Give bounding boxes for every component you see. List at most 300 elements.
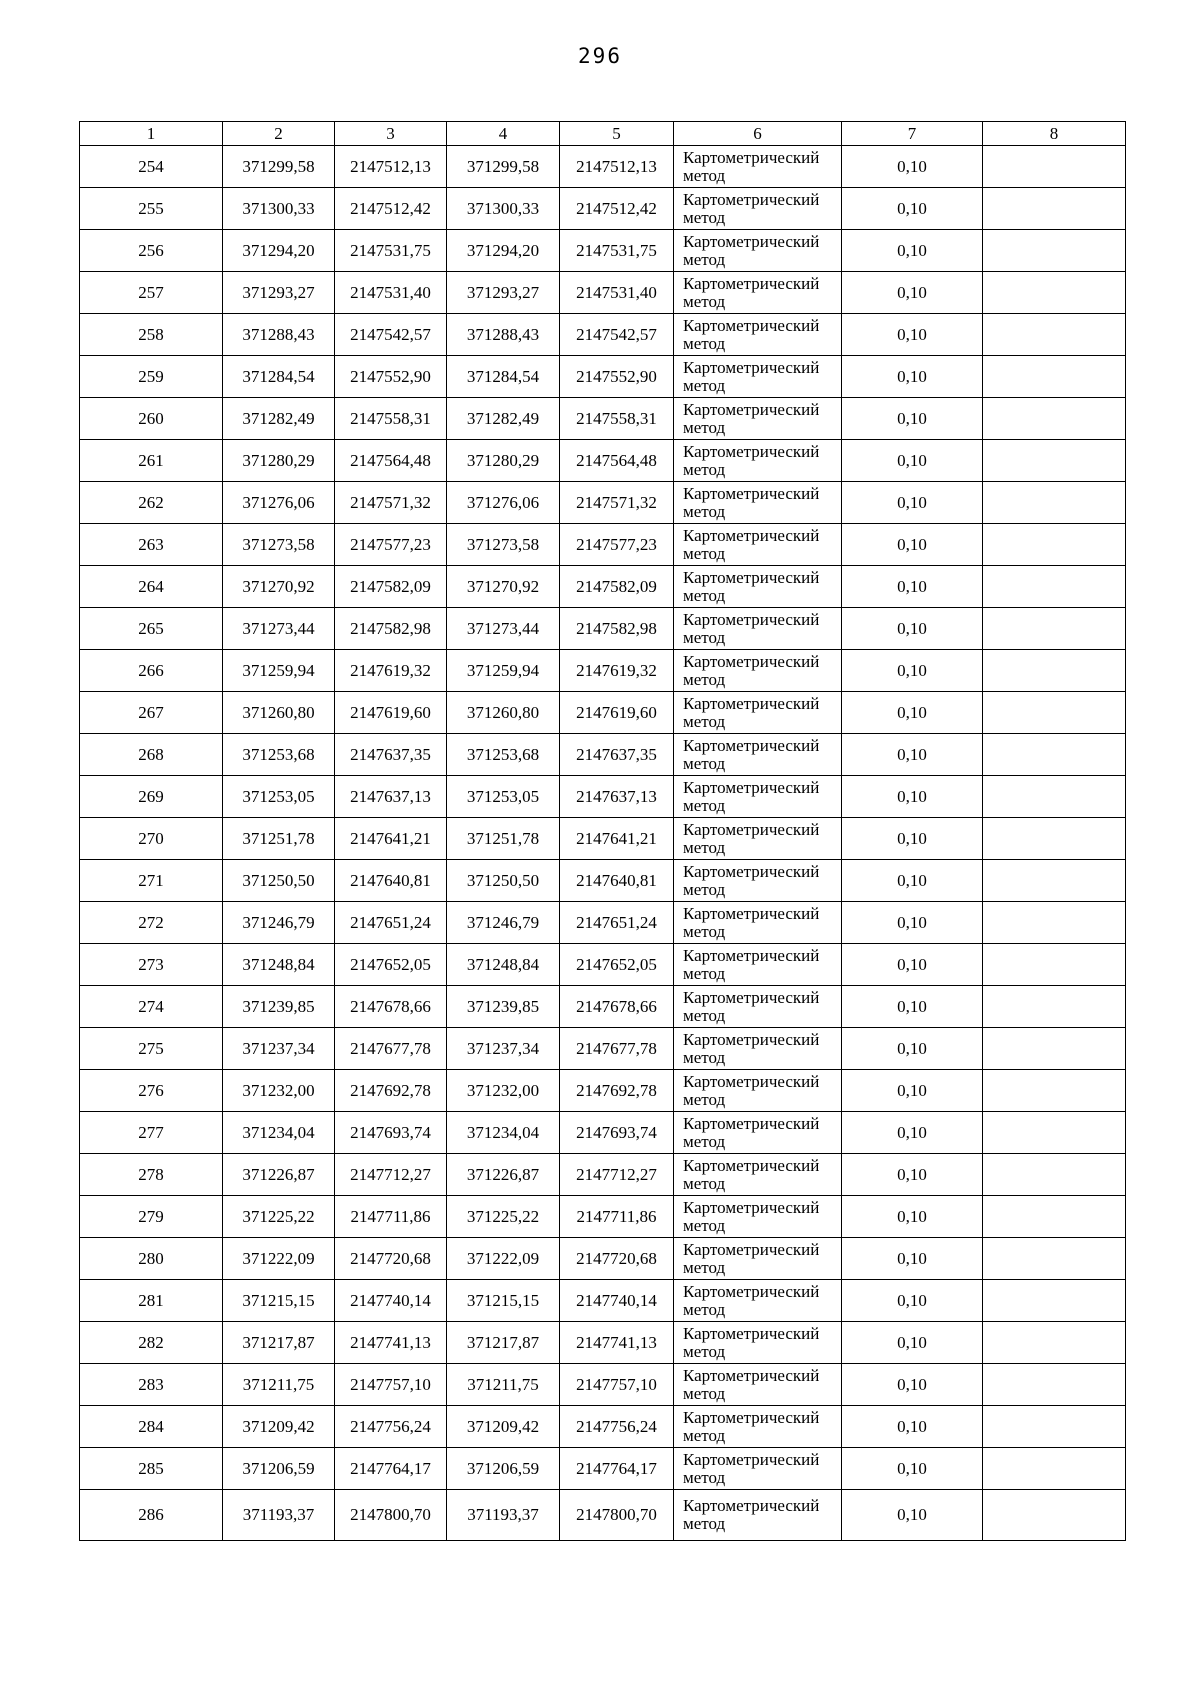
method-line-2: метод — [683, 1089, 726, 1109]
accuracy-cell: 0,10 — [842, 1490, 983, 1541]
table-row — [80, 650, 1126, 692]
method-cell — [674, 986, 842, 1028]
method-line-2: метод — [683, 1467, 726, 1487]
note-cell — [983, 1448, 1126, 1490]
accuracy-cell: 0,10 — [842, 902, 983, 944]
accuracy-cell: 0,10 — [842, 188, 983, 230]
y-coordinate-cell: 2147677,78 — [335, 1028, 447, 1070]
note-cell — [983, 860, 1126, 902]
method-cell — [674, 1028, 842, 1070]
method-line-1: Картометрический — [683, 1155, 820, 1175]
y-coordinate-new-cell: 2147764,17 — [560, 1448, 674, 1490]
point-number-cell: 270 — [80, 818, 223, 860]
note-cell — [983, 398, 1126, 440]
y-coordinate-cell: 2147582,98 — [335, 608, 447, 650]
column-header-3: 3 — [335, 122, 447, 146]
method-line-1: Картометрический — [683, 987, 820, 1007]
method-line-1: Картометрический — [683, 1407, 820, 1427]
point-number-cell: 280 — [80, 1238, 223, 1280]
x-coordinate-cell: 371237,34 — [223, 1028, 335, 1070]
y-coordinate-cell: 2147552,90 — [335, 356, 447, 398]
x-coordinate-new-cell: 371251,78 — [447, 818, 560, 860]
table-row — [80, 1406, 1126, 1448]
table-row — [80, 1280, 1126, 1322]
method-cell — [674, 902, 842, 944]
point-number-cell: 255 — [80, 188, 223, 230]
column-header-6: 6 — [674, 122, 842, 146]
y-coordinate-new-cell: 2147512,13 — [560, 146, 674, 188]
point-number-cell: 273 — [80, 944, 223, 986]
method-line-1: Картометрический — [683, 735, 820, 755]
method-line-2: метод — [683, 627, 726, 647]
x-coordinate-cell: 371206,59 — [223, 1448, 335, 1490]
y-coordinate-cell: 2147637,35 — [335, 734, 447, 776]
y-coordinate-new-cell: 2147637,13 — [560, 776, 674, 818]
method-cell — [674, 818, 842, 860]
method-cell — [674, 1280, 842, 1322]
method-line-2: метод — [683, 459, 726, 479]
x-coordinate-cell: 371284,54 — [223, 356, 335, 398]
note-cell — [983, 146, 1126, 188]
method-line-1: Картометрический — [683, 1197, 820, 1217]
x-coordinate-cell: 371193,37 — [223, 1490, 335, 1541]
point-number-cell: 285 — [80, 1448, 223, 1490]
method-line-2: метод — [683, 795, 726, 815]
x-coordinate-cell: 371280,29 — [223, 440, 335, 482]
x-coordinate-cell: 371250,50 — [223, 860, 335, 902]
point-number-cell: 257 — [80, 272, 223, 314]
accuracy-cell: 0,10 — [842, 818, 983, 860]
method-line-1: Картометрический — [683, 231, 820, 251]
table-row — [80, 1112, 1126, 1154]
method-line-1: Картометрический — [683, 1071, 820, 1091]
note-cell — [983, 692, 1126, 734]
table-row — [80, 524, 1126, 566]
y-coordinate-cell: 2147542,57 — [335, 314, 447, 356]
y-coordinate-cell: 2147800,70 — [335, 1490, 447, 1541]
accuracy-cell: 0,10 — [842, 146, 983, 188]
x-coordinate-new-cell: 371225,22 — [447, 1196, 560, 1238]
method-line-2: метод — [683, 1047, 726, 1067]
note-cell — [983, 818, 1126, 860]
method-line-1: Картометрический — [683, 189, 820, 209]
method-line-2: метод — [683, 249, 726, 269]
method-line-1: Картометрический — [683, 1029, 820, 1049]
y-coordinate-cell: 2147619,32 — [335, 650, 447, 692]
accuracy-cell: 0,10 — [842, 608, 983, 650]
x-coordinate-cell: 371217,87 — [223, 1322, 335, 1364]
accuracy-cell: 0,10 — [842, 1364, 983, 1406]
point-number-cell: 275 — [80, 1028, 223, 1070]
method-cell — [674, 1238, 842, 1280]
x-coordinate-cell: 371222,09 — [223, 1238, 335, 1280]
method-line-1: Картометрический — [683, 315, 820, 335]
table-row — [80, 1490, 1126, 1541]
table-header — [80, 122, 1126, 146]
note-cell — [983, 1028, 1126, 1070]
y-coordinate-new-cell: 2147582,98 — [560, 608, 674, 650]
x-coordinate-new-cell: 371211,75 — [447, 1364, 560, 1406]
y-coordinate-cell: 2147741,13 — [335, 1322, 447, 1364]
table-row — [80, 986, 1126, 1028]
accuracy-cell: 0,10 — [842, 440, 983, 482]
method-line-2: метод — [683, 837, 726, 857]
y-coordinate-cell: 2147757,10 — [335, 1364, 447, 1406]
method-cell — [674, 1406, 842, 1448]
y-coordinate-new-cell: 2147571,32 — [560, 482, 674, 524]
table-row — [80, 188, 1126, 230]
point-number-cell: 269 — [80, 776, 223, 818]
method-cell — [674, 860, 842, 902]
method-cell — [674, 944, 842, 986]
method-cell — [674, 1154, 842, 1196]
x-coordinate-new-cell: 371232,00 — [447, 1070, 560, 1112]
x-coordinate-new-cell: 371259,94 — [447, 650, 560, 692]
x-coordinate-cell: 371251,78 — [223, 818, 335, 860]
method-cell — [674, 692, 842, 734]
method-line-2: метод — [683, 543, 726, 563]
table-row — [80, 1448, 1126, 1490]
y-coordinate-new-cell: 2147558,31 — [560, 398, 674, 440]
x-coordinate-cell: 371211,75 — [223, 1364, 335, 1406]
note-cell — [983, 776, 1126, 818]
point-number-cell: 284 — [80, 1406, 223, 1448]
x-coordinate-cell: 371215,15 — [223, 1280, 335, 1322]
method-cell — [674, 272, 842, 314]
accuracy-cell: 0,10 — [842, 1112, 983, 1154]
y-coordinate-cell: 2147678,66 — [335, 986, 447, 1028]
column-header-5: 5 — [560, 122, 674, 146]
x-coordinate-new-cell: 371299,58 — [447, 146, 560, 188]
accuracy-cell: 0,10 — [842, 1280, 983, 1322]
point-number-cell: 286 — [80, 1490, 223, 1541]
method-cell — [674, 230, 842, 272]
x-coordinate-cell: 371253,68 — [223, 734, 335, 776]
method-cell — [674, 1196, 842, 1238]
method-cell — [674, 1448, 842, 1490]
x-coordinate-cell: 371239,85 — [223, 986, 335, 1028]
method-line-1: Картометрический — [683, 1365, 820, 1385]
method-cell — [674, 776, 842, 818]
y-coordinate-new-cell: 2147741,13 — [560, 1322, 674, 1364]
x-coordinate-new-cell: 371276,06 — [447, 482, 560, 524]
table-row — [80, 398, 1126, 440]
accuracy-cell: 0,10 — [842, 1196, 983, 1238]
method-cell — [674, 1112, 842, 1154]
x-coordinate-cell: 371299,58 — [223, 146, 335, 188]
method-line-1: Картометрический — [683, 357, 820, 377]
x-coordinate-new-cell: 371253,68 — [447, 734, 560, 776]
x-coordinate-cell: 371276,06 — [223, 482, 335, 524]
table-body — [80, 146, 1126, 1541]
y-coordinate-new-cell: 2147720,68 — [560, 1238, 674, 1280]
y-coordinate-new-cell: 2147800,70 — [560, 1490, 674, 1541]
table-row — [80, 1364, 1126, 1406]
method-cell — [674, 146, 842, 188]
y-coordinate-cell: 2147712,27 — [335, 1154, 447, 1196]
y-coordinate-cell: 2147582,09 — [335, 566, 447, 608]
accuracy-cell: 0,10 — [842, 1238, 983, 1280]
method-line-2: метод — [683, 333, 726, 353]
y-coordinate-cell: 2147531,75 — [335, 230, 447, 272]
column-header-8: 8 — [983, 122, 1126, 146]
point-number-cell: 265 — [80, 608, 223, 650]
column-header-1: 1 — [80, 122, 223, 146]
y-coordinate-cell: 2147571,32 — [335, 482, 447, 524]
point-number-cell: 268 — [80, 734, 223, 776]
accuracy-cell: 0,10 — [842, 272, 983, 314]
method-line-1: Картометрический — [683, 693, 820, 713]
table-row — [80, 146, 1126, 188]
x-coordinate-new-cell: 371253,05 — [447, 776, 560, 818]
method-line-1: Картометрический — [683, 147, 820, 167]
x-coordinate-new-cell: 371260,80 — [447, 692, 560, 734]
point-number-cell: 279 — [80, 1196, 223, 1238]
accuracy-cell: 0,10 — [842, 650, 983, 692]
method-line-1: Картометрический — [683, 1113, 820, 1133]
y-coordinate-cell: 2147512,42 — [335, 188, 447, 230]
table-row — [80, 314, 1126, 356]
header-row — [80, 122, 1126, 146]
x-coordinate-new-cell: 371270,92 — [447, 566, 560, 608]
x-coordinate-cell: 371248,84 — [223, 944, 335, 986]
point-number-cell: 254 — [80, 146, 223, 188]
method-line-2: метод — [683, 1173, 726, 1193]
method-line-2: метод — [683, 291, 726, 311]
table-row — [80, 1028, 1126, 1070]
method-line-1: Картометрический — [683, 903, 820, 923]
note-cell — [983, 1364, 1126, 1406]
y-coordinate-cell: 2147564,48 — [335, 440, 447, 482]
note-cell — [983, 1280, 1126, 1322]
point-number-cell: 278 — [80, 1154, 223, 1196]
method-line-2: метод — [683, 1425, 726, 1445]
x-coordinate-new-cell: 371273,58 — [447, 524, 560, 566]
method-line-2: метод — [683, 207, 726, 227]
x-coordinate-new-cell: 371294,20 — [447, 230, 560, 272]
method-cell — [674, 188, 842, 230]
method-cell — [674, 524, 842, 566]
method-line-2: метод — [683, 1131, 726, 1151]
method-line-1: Картометрический — [683, 399, 820, 419]
table-row — [80, 818, 1126, 860]
x-coordinate-new-cell: 371293,27 — [447, 272, 560, 314]
x-coordinate-cell: 371234,04 — [223, 1112, 335, 1154]
method-line-1: Картометрический — [683, 1323, 820, 1343]
y-coordinate-new-cell: 2147582,09 — [560, 566, 674, 608]
table-row — [80, 944, 1126, 986]
x-coordinate-cell: 371300,33 — [223, 188, 335, 230]
method-line-1: Картометрический — [683, 945, 820, 965]
table-row — [80, 692, 1126, 734]
table-row — [80, 902, 1126, 944]
method-line-2: метод — [683, 963, 726, 983]
point-number-cell: 266 — [80, 650, 223, 692]
note-cell — [983, 482, 1126, 524]
note-cell — [983, 1196, 1126, 1238]
accuracy-cell: 0,10 — [842, 314, 983, 356]
x-coordinate-cell: 371293,27 — [223, 272, 335, 314]
table-row — [80, 1070, 1126, 1112]
method-line-1: Картометрический — [683, 819, 820, 839]
x-coordinate-new-cell: 371282,49 — [447, 398, 560, 440]
method-line-2: метод — [683, 1257, 726, 1277]
method-line-2: метод — [683, 1005, 726, 1025]
point-number-cell: 267 — [80, 692, 223, 734]
accuracy-cell: 0,10 — [842, 1070, 983, 1112]
x-coordinate-new-cell: 371237,34 — [447, 1028, 560, 1070]
x-coordinate-new-cell: 371273,44 — [447, 608, 560, 650]
point-number-cell: 256 — [80, 230, 223, 272]
x-coordinate-new-cell: 371248,84 — [447, 944, 560, 986]
x-coordinate-cell: 371232,00 — [223, 1070, 335, 1112]
note-cell — [983, 1406, 1126, 1448]
y-coordinate-new-cell: 2147640,81 — [560, 860, 674, 902]
y-coordinate-new-cell: 2147564,48 — [560, 440, 674, 482]
table-row — [80, 356, 1126, 398]
y-coordinate-new-cell: 2147542,57 — [560, 314, 674, 356]
method-line-1: Картометрический — [683, 525, 820, 545]
method-cell — [674, 356, 842, 398]
y-coordinate-cell: 2147692,78 — [335, 1070, 447, 1112]
x-coordinate-cell: 371225,22 — [223, 1196, 335, 1238]
x-coordinate-new-cell: 371226,87 — [447, 1154, 560, 1196]
y-coordinate-new-cell: 2147577,23 — [560, 524, 674, 566]
y-coordinate-new-cell: 2147512,42 — [560, 188, 674, 230]
y-coordinate-new-cell: 2147692,78 — [560, 1070, 674, 1112]
note-cell — [983, 440, 1126, 482]
x-coordinate-new-cell: 371288,43 — [447, 314, 560, 356]
method-line-2: метод — [683, 585, 726, 605]
point-number-cell: 281 — [80, 1280, 223, 1322]
accuracy-cell: 0,10 — [842, 524, 983, 566]
x-coordinate-new-cell: 371234,04 — [447, 1112, 560, 1154]
table-row — [80, 566, 1126, 608]
method-cell — [674, 1490, 842, 1541]
method-line-1: Картометрический — [683, 1449, 820, 1469]
accuracy-cell: 0,10 — [842, 1028, 983, 1070]
table-row — [80, 776, 1126, 818]
y-coordinate-new-cell: 2147619,32 — [560, 650, 674, 692]
y-coordinate-new-cell: 2147757,10 — [560, 1364, 674, 1406]
method-line-2: метод — [683, 879, 726, 899]
method-cell — [674, 1364, 842, 1406]
note-cell — [983, 944, 1126, 986]
method-line-2: метод — [683, 1299, 726, 1319]
method-line-1: Картометрический — [683, 1239, 820, 1259]
x-coordinate-cell: 371282,49 — [223, 398, 335, 440]
x-coordinate-new-cell: 371217,87 — [447, 1322, 560, 1364]
x-coordinate-cell: 371259,94 — [223, 650, 335, 692]
note-cell — [983, 1490, 1126, 1541]
point-number-cell: 276 — [80, 1070, 223, 1112]
point-number-cell: 272 — [80, 902, 223, 944]
method-cell — [674, 314, 842, 356]
y-coordinate-new-cell: 2147756,24 — [560, 1406, 674, 1448]
note-cell — [983, 608, 1126, 650]
method-line-2: метод — [683, 417, 726, 437]
x-coordinate-new-cell: 371222,09 — [447, 1238, 560, 1280]
method-cell — [674, 734, 842, 776]
accuracy-cell: 0,10 — [842, 860, 983, 902]
y-coordinate-new-cell: 2147712,27 — [560, 1154, 674, 1196]
method-cell — [674, 650, 842, 692]
note-cell — [983, 650, 1126, 692]
y-coordinate-new-cell: 2147652,05 — [560, 944, 674, 986]
method-line-1: Картометрический — [683, 483, 820, 503]
point-number-cell: 259 — [80, 356, 223, 398]
y-coordinate-new-cell: 2147711,86 — [560, 1196, 674, 1238]
method-line-2: метод — [683, 921, 726, 941]
point-number-cell: 282 — [80, 1322, 223, 1364]
y-coordinate-cell: 2147577,23 — [335, 524, 447, 566]
point-number-cell: 264 — [80, 566, 223, 608]
x-coordinate-new-cell: 371193,37 — [447, 1490, 560, 1541]
method-line-1: Картометрический — [683, 273, 820, 293]
point-number-cell: 263 — [80, 524, 223, 566]
y-coordinate-cell: 2147531,40 — [335, 272, 447, 314]
note-cell — [983, 188, 1126, 230]
method-line-2: метод — [683, 501, 726, 521]
note-cell — [983, 524, 1126, 566]
table-row — [80, 230, 1126, 272]
point-number-cell: 277 — [80, 1112, 223, 1154]
y-coordinate-cell: 2147558,31 — [335, 398, 447, 440]
x-coordinate-cell: 371273,44 — [223, 608, 335, 650]
column-header-4: 4 — [447, 122, 560, 146]
x-coordinate-new-cell: 371300,33 — [447, 188, 560, 230]
note-cell — [983, 986, 1126, 1028]
method-line-2: метод — [683, 1341, 726, 1361]
y-coordinate-cell: 2147652,05 — [335, 944, 447, 986]
method-line-1: Картометрический — [683, 609, 820, 629]
method-cell — [674, 482, 842, 524]
note-cell — [983, 734, 1126, 776]
y-coordinate-new-cell: 2147637,35 — [560, 734, 674, 776]
point-number-cell: 261 — [80, 440, 223, 482]
x-coordinate-new-cell: 371239,85 — [447, 986, 560, 1028]
x-coordinate-new-cell: 371246,79 — [447, 902, 560, 944]
x-coordinate-new-cell: 371209,42 — [447, 1406, 560, 1448]
table-row — [80, 1196, 1126, 1238]
table-row — [80, 1154, 1126, 1196]
y-coordinate-new-cell: 2147531,40 — [560, 272, 674, 314]
note-cell — [983, 356, 1126, 398]
method-cell — [674, 566, 842, 608]
method-cell — [674, 398, 842, 440]
note-cell — [983, 314, 1126, 356]
method-line-2: метод — [683, 375, 726, 395]
note-cell — [983, 1154, 1126, 1196]
method-line-2: метод — [683, 1383, 726, 1403]
table-row — [80, 482, 1126, 524]
column-header-2: 2 — [223, 122, 335, 146]
accuracy-cell: 0,10 — [842, 986, 983, 1028]
y-coordinate-cell: 2147720,68 — [335, 1238, 447, 1280]
x-coordinate-cell: 371226,87 — [223, 1154, 335, 1196]
point-number-cell: 262 — [80, 482, 223, 524]
x-coordinate-cell: 371288,43 — [223, 314, 335, 356]
page-number: 296 — [578, 44, 622, 68]
point-number-cell: 271 — [80, 860, 223, 902]
method-line-2: метод — [683, 1215, 726, 1235]
y-coordinate-new-cell: 2147651,24 — [560, 902, 674, 944]
y-coordinate-new-cell: 2147740,14 — [560, 1280, 674, 1322]
y-coordinate-new-cell: 2147552,90 — [560, 356, 674, 398]
point-number-cell: 260 — [80, 398, 223, 440]
x-coordinate-cell: 371253,05 — [223, 776, 335, 818]
table-row — [80, 734, 1126, 776]
